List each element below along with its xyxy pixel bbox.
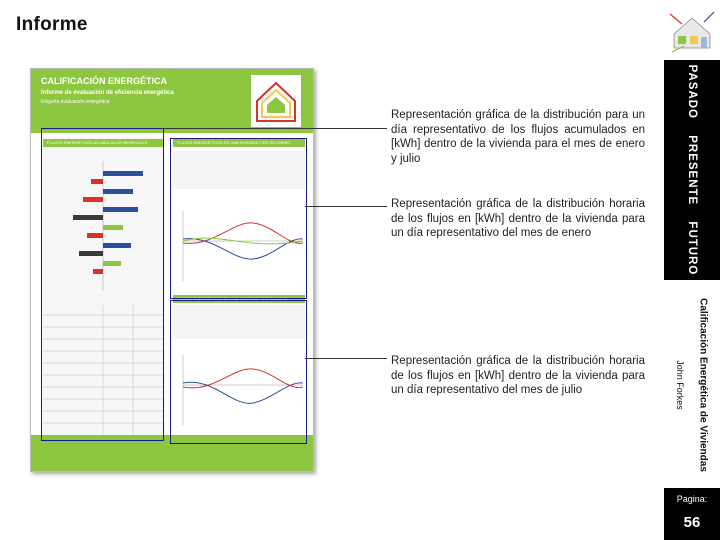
report-header-note: Etiqueta evaluación energética bbox=[41, 99, 110, 105]
house-model-image bbox=[666, 4, 718, 56]
nav-pasado[interactable]: PASADO bbox=[686, 64, 698, 120]
timeline-nav bbox=[686, 59, 698, 282]
report-header-subtitle: Informe de evaluación de eficiencia energética bbox=[41, 90, 174, 96]
side-info-panel bbox=[664, 280, 720, 480]
highlight-july-flows bbox=[170, 300, 307, 444]
connector-line-3 bbox=[305, 358, 387, 359]
author-name: John Forkes bbox=[675, 360, 685, 410]
house-icon bbox=[251, 75, 301, 127]
report-header bbox=[31, 69, 313, 133]
highlight-january-flows bbox=[170, 138, 307, 299]
monthly-flows-title: FLUJOS ENERGÉTICOS ACUMULADOS MENSUALES bbox=[43, 139, 163, 147]
nav-futuro[interactable]: FUTURO bbox=[686, 221, 698, 276]
course-title: Calificación Energética de Viviendas bbox=[697, 298, 709, 472]
connector-line-2 bbox=[305, 206, 387, 207]
description-july-flows: Representación gráfica de la distribución horaria de los flujos en [kWh] dentro de la vivienda para un día representativo del mes de julio bbox=[391, 355, 645, 396]
page-indicator bbox=[664, 488, 720, 540]
january-flows-title: FLUJOS ENERGÉTICOS EN UNA VIVIENDA TIPO EN ENERO bbox=[173, 139, 305, 147]
description-january-flows: Representación gráfica de la distribución horaria de los flujos en [kWh] dentro de la vivienda para un día representativo del mes de enero bbox=[391, 198, 645, 239]
page-number: 56 bbox=[683, 514, 701, 531]
highlight-monthly-flows bbox=[41, 128, 164, 441]
description-monthly-flows: Representación gráfica de la distribución para un día representativo de los flujos acumulados en [kWh] dentro de la vivienda para el mes de enero y julio bbox=[391, 109, 645, 165]
nav-presente[interactable]: PRESENTE bbox=[686, 135, 698, 206]
slide-title: Informe bbox=[16, 14, 88, 35]
report-header-title: CALIFICACIÓN ENERGÉTICA bbox=[41, 76, 167, 86]
page-label: Pagina: bbox=[676, 494, 708, 504]
july-flows-title: FLUJOS ENERGÉTICOS EN UNA VIVIENDA TIPO EN JULIO bbox=[173, 295, 305, 303]
energy-label-house bbox=[251, 75, 301, 127]
connector-line-1 bbox=[162, 128, 387, 129]
